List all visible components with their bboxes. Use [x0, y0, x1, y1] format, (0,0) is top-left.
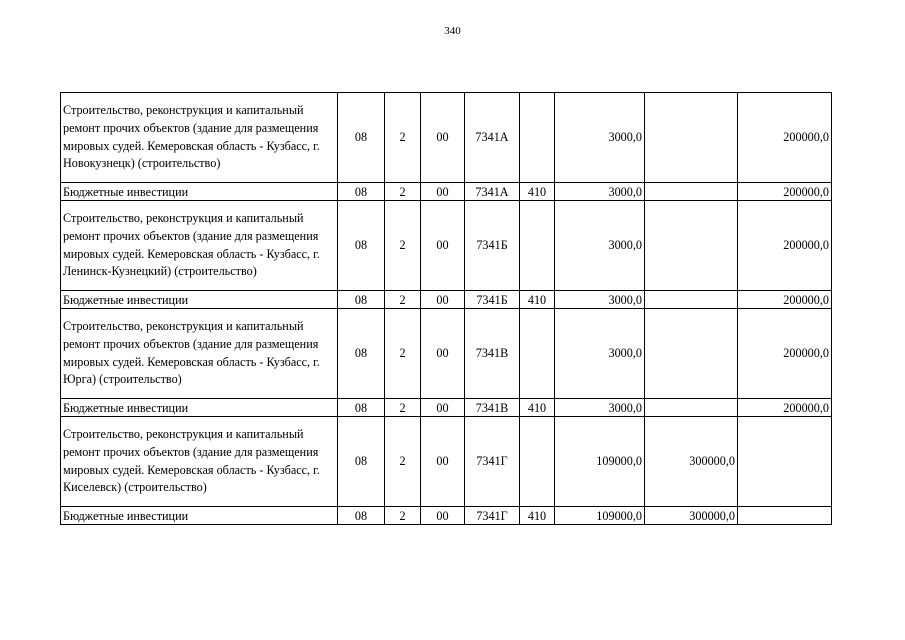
section-code: 08 [338, 507, 385, 525]
amount-year-1: 109000,0 [555, 507, 645, 525]
amount-year-3: 200000,0 [738, 201, 832, 291]
amount-year-1: 3000,0 [555, 399, 645, 417]
expense-type-code [520, 417, 555, 507]
expense-type-code [520, 309, 555, 399]
budget-table [60, 92, 832, 525]
row-name: Строительство, реконструкция и капитальный ремонт прочих объектов (здание для размещения мировых судей. Кемеровская область - Кузбасс, г. Киселевск) (строительство) [61, 417, 338, 507]
amount-year-2 [645, 201, 738, 291]
target-code: 7341Г [465, 507, 520, 525]
program-code: 2 [385, 291, 421, 309]
amount-year-2 [645, 291, 738, 309]
amount-year-1: 3000,0 [555, 201, 645, 291]
amount-year-2 [645, 309, 738, 399]
amount-year-3: 200000,0 [738, 93, 832, 183]
expense-type-code [520, 201, 555, 291]
subprogram-code: 00 [421, 93, 465, 183]
expense-type-code: 410 [520, 183, 555, 201]
row-name: Строительство, реконструкция и капитальный ремонт прочих объектов (здание для размещения мировых судей. Кемеровская область - Кузбасс, г. Ленинск-Кузнецкий) (строительство) [61, 201, 338, 291]
section-code: 08 [338, 201, 385, 291]
amount-year-3: 200000,0 [738, 183, 832, 201]
program-code: 2 [385, 507, 421, 525]
table-row [61, 309, 832, 399]
amount-year-1: 3000,0 [555, 309, 645, 399]
row-name: Бюджетные инвестиции [61, 183, 338, 201]
table-row [61, 291, 832, 309]
amount-year-3: 200000,0 [738, 291, 832, 309]
program-code: 2 [385, 93, 421, 183]
expense-type-code [520, 93, 555, 183]
target-code: 7341А [465, 93, 520, 183]
table-row [61, 417, 832, 507]
target-code: 7341В [465, 309, 520, 399]
amount-year-1: 3000,0 [555, 291, 645, 309]
amount-year-2: 300000,0 [645, 417, 738, 507]
section-code: 08 [338, 417, 385, 507]
amount-year-3: 200000,0 [738, 309, 832, 399]
subprogram-code: 00 [421, 291, 465, 309]
program-code: 2 [385, 183, 421, 201]
amount-year-2 [645, 183, 738, 201]
table-row [61, 183, 832, 201]
row-name: Бюджетные инвестиции [61, 399, 338, 417]
target-code: 7341Г [465, 417, 520, 507]
program-code: 2 [385, 399, 421, 417]
page-number: 340 [444, 25, 461, 37]
amount-year-2 [645, 93, 738, 183]
subprogram-code: 00 [421, 399, 465, 417]
program-code: 2 [385, 309, 421, 399]
program-code: 2 [385, 201, 421, 291]
row-name: Бюджетные инвестиции [61, 291, 338, 309]
subprogram-code: 00 [421, 309, 465, 399]
target-code: 7341Б [465, 201, 520, 291]
amount-year-3 [738, 417, 832, 507]
subprogram-code: 00 [421, 417, 465, 507]
subprogram-code: 00 [421, 507, 465, 525]
row-name: Строительство, реконструкция и капитальный ремонт прочих объектов (здание для размещения мировых судей. Кемеровская область - Кузбасс, г. Юрга) (строительство) [61, 309, 338, 399]
amount-year-2: 300000,0 [645, 507, 738, 525]
row-name: Бюджетные инвестиции [61, 507, 338, 525]
amount-year-3 [738, 507, 832, 525]
amount-year-1: 3000,0 [555, 93, 645, 183]
amount-year-3: 200000,0 [738, 399, 832, 417]
expense-type-code: 410 [520, 507, 555, 525]
amount-year-2 [645, 399, 738, 417]
row-name: Строительство, реконструкция и капитальный ремонт прочих объектов (здание для размещения мировых судей. Кемеровская область - Кузбасс, г. Новокузнецк) (строительство) [61, 93, 338, 183]
table-row [61, 201, 832, 291]
target-code: 7341В [465, 399, 520, 417]
subprogram-code: 00 [421, 183, 465, 201]
subprogram-code: 00 [421, 201, 465, 291]
section-code: 08 [338, 291, 385, 309]
section-code: 08 [338, 93, 385, 183]
expense-type-code: 410 [520, 399, 555, 417]
table-row [61, 399, 832, 417]
program-code: 2 [385, 417, 421, 507]
target-code: 7341Б [465, 291, 520, 309]
table-row [61, 507, 832, 525]
amount-year-1: 109000,0 [555, 417, 645, 507]
amount-year-1: 3000,0 [555, 183, 645, 201]
section-code: 08 [338, 183, 385, 201]
target-code: 7341А [465, 183, 520, 201]
section-code: 08 [338, 309, 385, 399]
table-row [61, 93, 832, 183]
section-code: 08 [338, 399, 385, 417]
expense-type-code: 410 [520, 291, 555, 309]
